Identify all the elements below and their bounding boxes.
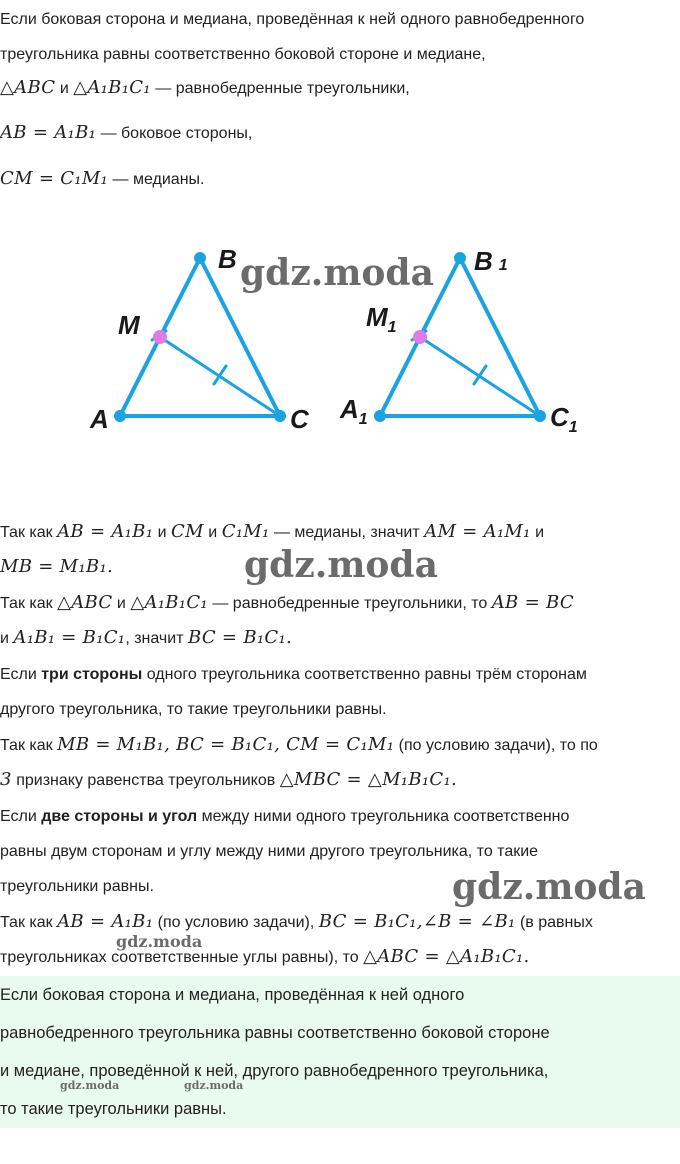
point-m1 bbox=[413, 330, 427, 344]
solution-line-10: равны двум сторонам и углу между ними другого треугольника, то такие bbox=[0, 843, 539, 860]
intro-line-3: △ABC и △A₁B₁C₁ — равнобедренные треугольники, bbox=[0, 77, 410, 98]
intro-line-4: AB = A₁B₁ — боковое стороны, bbox=[0, 122, 253, 143]
conclusion-line-4: то такие треугольники равны. bbox=[0, 1100, 227, 1118]
conclusion-line-2: равнобедренного треугольника равны соответственно боковой стороне bbox=[0, 1024, 550, 1042]
solution-line-8: 3 признаку равенства треугольников △MBC = △M₁B₁C₁. bbox=[0, 769, 457, 790]
label-b1: B 1 bbox=[474, 246, 508, 276]
conclusion-line-1: Если боковая сторона и медиана, проведённая к ней одного bbox=[0, 986, 465, 1004]
label-a1: $A_1$ bbox=[340, 394, 368, 428]
watermark: gdz.moda bbox=[244, 544, 438, 586]
label-m1: $M_1$ bbox=[366, 302, 397, 336]
point-c1 bbox=[534, 410, 546, 422]
watermark: gdz.moda bbox=[60, 1079, 120, 1092]
solution-line-12: Так как AB = A₁B₁ (по условию задачи), BC = B₁C₁,∠B = ∠B₁ (в равных bbox=[0, 911, 593, 932]
point-a bbox=[114, 410, 126, 422]
solution-line-13: треугольниках соответственные углы равны), то △ABC = △A₁B₁C₁. bbox=[0, 946, 530, 967]
solution-line-9: Если две стороны и угол между ними одного треугольника соответственно bbox=[0, 808, 570, 825]
intro-line-5: CM = C₁M₁ — медианы. bbox=[0, 168, 205, 189]
solution-line-5: Если три стороны одного треугольника соответственно равны трём сторонам bbox=[0, 666, 587, 683]
side-b1c1 bbox=[460, 258, 540, 416]
solution-line-6: другого треугольника, то такие треугольники равны. bbox=[0, 701, 387, 718]
intro-line-1: Если боковая сторона и медиана, проведённая к ней одного равнобедренного bbox=[0, 11, 585, 28]
label-b: B bbox=[218, 244, 237, 274]
intro-line-2: треугольника равны соответственно боковой стороне и медиане, bbox=[0, 46, 486, 63]
conclusion-callout bbox=[0, 976, 680, 1128]
solution-line-3: Так как △ABC и △A₁B₁C₁ — равнобедренные треугольники, то AB = BC bbox=[0, 592, 574, 613]
label-c: C bbox=[290, 404, 309, 434]
solution-line-2: MB = M₁B₁. bbox=[0, 556, 113, 577]
watermark: gdz.moda bbox=[240, 252, 434, 294]
watermark: gdz.moda bbox=[452, 866, 646, 908]
point-m bbox=[153, 330, 167, 344]
point-b1 bbox=[454, 252, 466, 264]
point-b bbox=[194, 252, 206, 264]
solution-line-4: и A₁B₁ = B₁C₁, значит BC = B₁C₁. bbox=[0, 627, 292, 648]
label-a: A bbox=[90, 404, 109, 434]
point-c bbox=[274, 410, 286, 422]
solution-line-7: Так как MB = M₁B₁, BC = B₁C₁, CM = C₁M₁ (по условию задачи), то по bbox=[0, 734, 598, 755]
solution-line-11: треугольники равны. bbox=[0, 878, 154, 895]
watermark: gdz.moda bbox=[116, 932, 203, 951]
label-m: M bbox=[118, 310, 140, 340]
point-a1 bbox=[374, 410, 386, 422]
watermark: gdz.moda bbox=[184, 1079, 244, 1092]
conclusion-line-3: и медиане, проведённой к ней, другого равнобедренного треугольника, bbox=[0, 1062, 549, 1080]
label-c1: $C_1$ bbox=[550, 402, 578, 436]
solution-line-1: Так как AB = A₁B₁ и CM и C₁M₁ — медианы, значит AM = A₁M₁ и bbox=[0, 521, 545, 542]
